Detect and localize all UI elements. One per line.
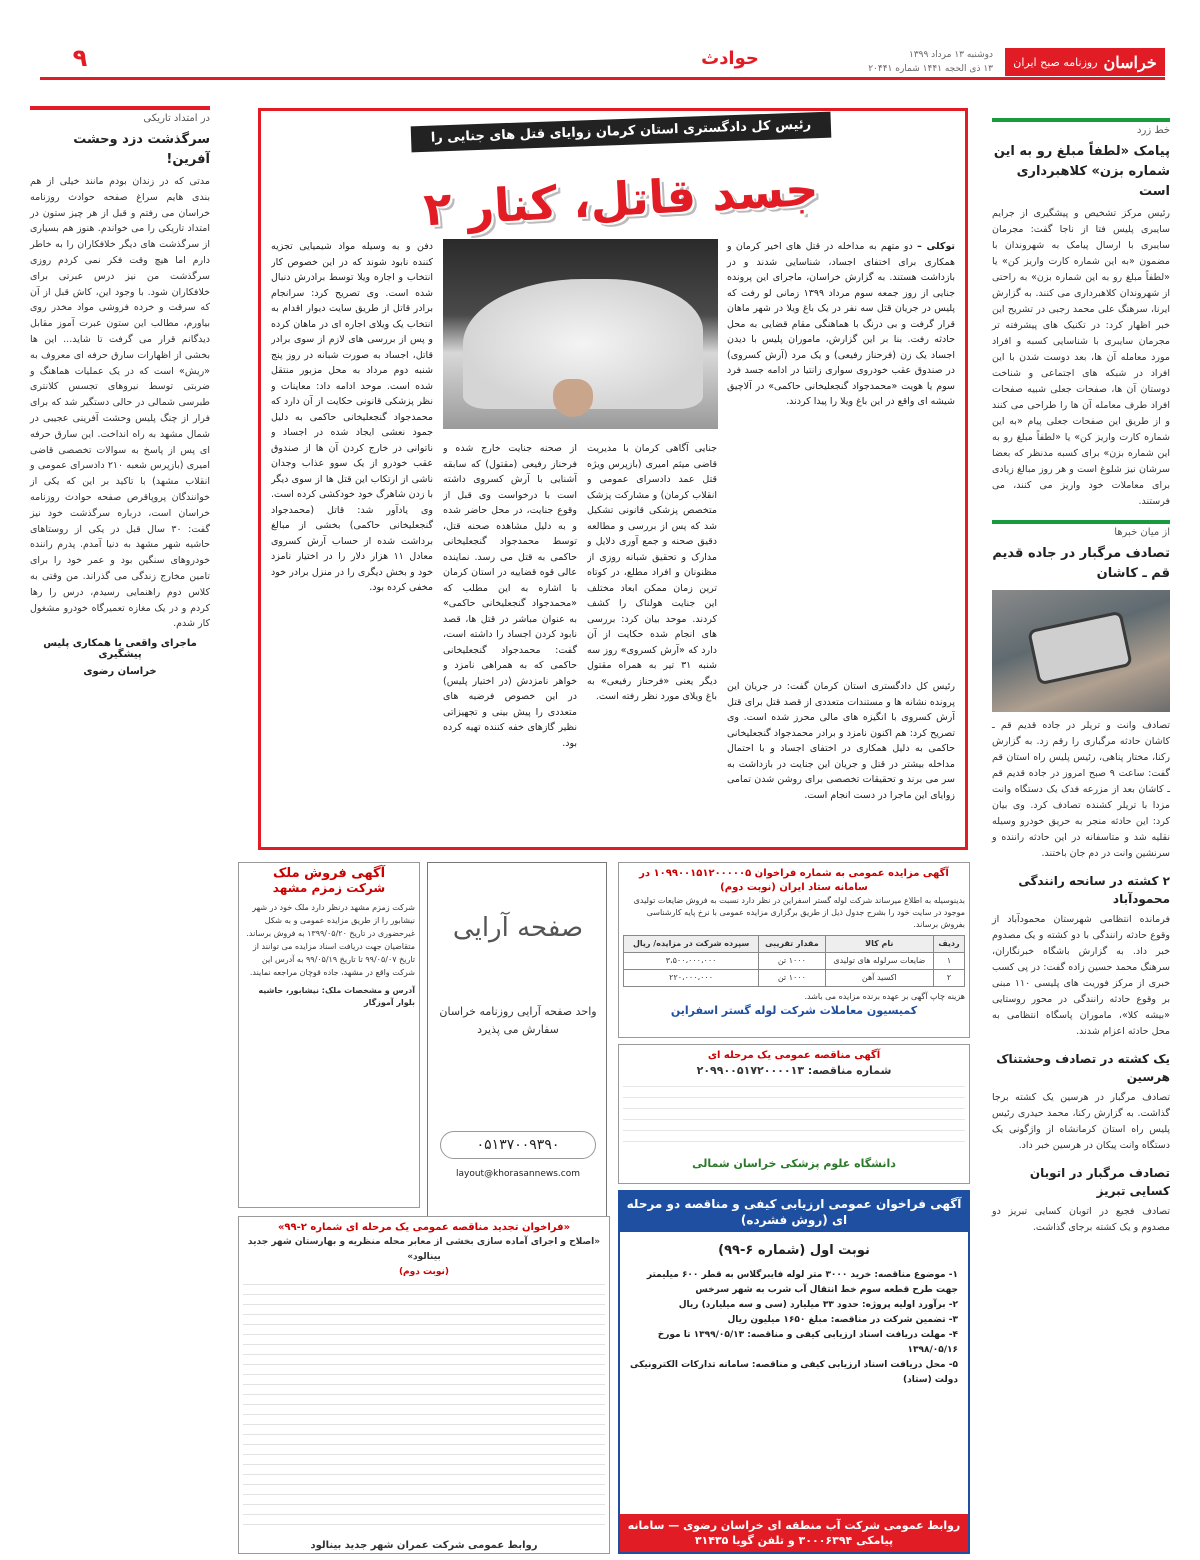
news-body-qom-crash: تصادف وانت و تریلر در جاده قدیم قم ـ کاشان حادثه مرگباری را رقم زد. به گزارش رکنا، مختار پناهی، رئیس پلیس راه استان قم گفت: ساعت ۹ صبح امروز در جاده قدیم قم ـ کاشان بعد از مزرعه فدک یک دستگاه وانت مزدا با تریلر کشنده تصادف کرد. وی بیان کرد: این حادثه منجر به حریق خودرو وسیله نقلیه شد و متاسفانه در این حادثه راننده و سرنشین وانت در دم جان باختند. xyxy=(992,720,1171,859)
ad-layout-email[interactable]: layout@khorasannews.com xyxy=(455,1169,580,1179)
story-dateline: توکلی – xyxy=(917,241,955,252)
news-headline-tabriz[interactable]: تصادف مرگبار در اتوبان کسایی تبریز xyxy=(1029,1166,1170,1198)
ad-layout-title: صفحه آرایی xyxy=(452,913,584,943)
table-cell: ضایعات سرلوله های تولیدی xyxy=(825,953,933,970)
table-cell: ۲ xyxy=(934,970,965,987)
news-headline-qom-crash[interactable]: تصادف مرگبار در جاده قدیم قم ـ کاشان xyxy=(992,546,1170,581)
ad-tender-subtitle: شماره مناقصه: ۲۰۹۹۰۰۵۱۷۲۰۰۰۰۱۳ xyxy=(696,1064,892,1077)
news-headline-sms-scam[interactable]: پیامک «لطفاً مبلغ رو به این شماره بزن» کلاهبرداری است xyxy=(993,144,1170,199)
table-row xyxy=(624,970,965,987)
story-lead: دو متهم به مداخله در قتل های اخیر کرمان و همکاری برای اختفای اجساد، شناسایی شدند و در بازداشت هستند. به گزارش خراسان، ماجرای این پرونده جنایی از روز جمعه سوم مرداد ۱۳۹۹ زمانی لو رفت که پلیس در جریان قتل سه نفر در یک باغ ویلا در شهر ماهان قرار گرفت و بی درنگ با هماهنگی مقام قضایی به محل حادثه رفت. بنا بر این گزارش، ماموران پلیس با دیدن اجساد یک زن (فرحناز رفیعی) و یک مرد (آرش کسروی) در صندوق عقب خودروی سواری زانتیا در ادامه جسد فرد سوم یا هویت «محمدجواد گنجعلیخانی حاکمی» در آلاچیق شیشه ای واقع در این باغ ویلا را پیدا کردند. xyxy=(727,241,955,407)
brand-logo[interactable] xyxy=(1005,48,1165,76)
page-header xyxy=(40,40,1165,80)
story-headline-thief[interactable]: سرگذشت دزد وحشت آفرین! xyxy=(73,132,210,167)
ad-property-title: آگهی فروش ملک xyxy=(272,866,386,881)
ad-auction[interactable] xyxy=(618,862,970,1038)
ad-auction-table xyxy=(623,935,965,987)
section-title: حوادث xyxy=(701,48,759,69)
ad-municipal-round: (نوبت دوم) xyxy=(398,1267,450,1277)
ad-property-body: شرکت زمزم مشهد درنظر دارد ملک خود در شهر نیشابور را از طریق مزایده عمومی و به شکل غیرحضوری در تاریخ ۱۳۹۹/۰۵/۲۰ به فروش برساند. متقاضیان جهت دریافت اسناد مزایده می توانند از تاریخ ۹۹/۰۵/۰۷ تا تاریخ ۹۹/۰۵/۱۹ به آدرس این شرکت واقع در مشهد، جاده قوچان مراجعه نمایند. xyxy=(246,903,415,977)
column-label-briefs: از میان خبرها xyxy=(992,520,1170,538)
column-label-yellow-line: خط زرد xyxy=(992,118,1170,136)
issue-date-line1: دوشنبه ۱۳ مرداد ۱۳۹۹ xyxy=(908,50,993,60)
ad-tender-university[interactable] xyxy=(618,1044,970,1184)
story-headline[interactable]: جسد قاتل، کنار ۲ xyxy=(422,161,820,237)
ad-auction-title: آگهی مزایده عمومی به شماره فراخوان ۱۰۹۹۰۰۱۵۱۲۰۰۰۰۰۵ در سامانه ستاد ایران (نوبت دوم) xyxy=(639,868,949,893)
story-body-thief: مدتی که در زندان بودم مانند خیلی از هم بندی هایم سراغ صفحه حوادث روزنامه خراسان می رفتم و قبل از هر چیز ستون در امتداد تاریکی را می خواندم. هنوز هم بسیاری از سرگذشت های دیگر خلافکاران را به خاطر دارم اما هیچ وقت فکر نمی کردم روزی سرگذشت من نیز درس عبرتی برای خلافکاران شود. با وجود این، کاش قبل از آن که سرقت و خرده فروشی مواد مخدر روی بیاورم، مطالب این ستون عبرت آموز مقابل دیدگانم قرار می گرفت تا شاید... این ها بخشی از اظهارات سارق حرفه ای معروف به «ریش» است که در یک عملیات هماهنگ و ضربتی توسط نیروهای تجسس کلانتری طبرسی شمالی در حالی دستگیر شد که برای فرار از چنگ پلیس وحشت آفرینی عجیبی در شمال مشهد به راه انداخت. این سارق حرفه ای پس از پاسخ به سوالات تخصصی قاضی امیری (بازپرس شعبه ۲۱۰ دادسرای عمومی و انقلاب مشهد) با تاکید بر این که یکی از خوانندگان پروپاقرص صفحه حوادث روزنامه خراسان است، درباره سرگذشت خود نیز گفت: ۳۰ سال قبل در یکی از روستاهای حاشیه شهر مشهد به دنیا آمدم. پدرم راننده خودروهای سنگین بود و عمر خود را برای تامین مخارج زندگی می گذراند. من وقتی به کلاس دوم راهنمایی رسیدم، درس را رها کردم و در یک مغازه تعمیرگاه خودرو مشغول کار شدم. xyxy=(30,176,210,630)
ad-water-items xyxy=(620,1262,968,1394)
brand-logo-text: خراسان xyxy=(1103,52,1157,72)
list-item: ۴- مهلت دریافت اسناد ارزیابی کیفی و مناقصه: ۱۳۹۹/۰۵/۱۳ تا مورخ ۱۳۹۸/۰۵/۱۶ xyxy=(657,1330,958,1355)
table-cell: ۱۰۰۰ تن xyxy=(759,970,825,987)
news-headline-harsin[interactable]: یک کشته در تصادف وحشتناک هرسین xyxy=(996,1052,1170,1084)
story-kicker: رئیس کل دادگستری استان کرمان زوایای قتل های جنایی را تشریح کرد xyxy=(411,112,832,153)
ad-layout-desc: واحد صفحه آرایی روزنامه خراسان سفارش می پذیرد xyxy=(439,1005,597,1036)
list-item: ۳- تضمین شرکت در مناقصه: مبلغ ۱۶۵۰ میلیون ریال xyxy=(727,1315,958,1325)
news-body-sms-scam: رئیس مرکز تشخیص و پیشگیری از جرایم سایبری پلیس فتا از ناجا گفت: مجرمان سایبری با ارسال پیامک به شهروندان با مضمون «به این شماره کارت واریز کن» یا «لطفاً مبلغ رو به این شماره بزن» به راحتی از شهروندان کلاهبرداری می کنند. به گزارش ایرنا، سرهنگ علی محمد رجبی در تشریح این خبر اظهار کرد: در تکنیک های پیشرفته تر مجرمان سایبری با شناسایی کسبه و افراد مورد معامله آن ها، بعد دوست شدن با این افراد در شبکه های اجتماعی و شناخت دوستان آن ها، صفحات جعلی شبیه صفحات افراد طرف معامله آن ها را طراحی می کنند و از طریق این صفحات جعلی پیام «به این شماره کارت واریز کن» یا «لطفاً مبلغ رو به این شماره بزن» برای کسبه مدنظر که بعضا سرشان نیز شلوغ است و هر روز مبالغ زیادی برای معاملات خود واریز می کنند، می فرستند. xyxy=(992,208,1170,507)
news-headline-mahmudabad[interactable]: ۲ کشته در سانحه رانندگی محمودآباد xyxy=(1018,874,1170,906)
story-column-3: از صحنه جنایت خارج شده و فرحناز رفیعی (مقتول) که سابقه آشنایی با آرش کسروی داشته است با درخواست وی قبل از وقوع جنایت، در محل حاضر شده و به دلیل مشاهده صحنه قتل، توسط محمدجواد گنجعلیخانی حاکمی به قتل می رسد. نماینده عالی قوه قضاییه در استان کرمان با اشاره به این مطلب که «محمدجواد گنجعلیخانی حاکمی» به عنوان مباشر در قتل ها، قصد نابود کردن اجساد را داشته است، گفت: محمدجواد گنجعلیخانی حاکمی که به همراهی نامزد و خواهر نامزدش (در اختیار پلیس) در این خصوص فرضیه های متعددی را پیش بینی و تجهیزاتی نظیر گازهای خفه کننده تهیه کرده بود. xyxy=(443,443,577,749)
brand-tagline: روزنامه صبح ایران xyxy=(1013,55,1098,69)
main-story xyxy=(258,108,968,850)
crash-photo xyxy=(992,590,1170,712)
table-header: سپرده شرکت در مزایده/ ریال xyxy=(624,936,759,953)
list-item: ۲- برآورد اولیه پروژه: حدود ۳۳ میلیارد (سی و سه میلیارد) ریال xyxy=(678,1300,958,1310)
ad-tender-title: آگهی مناقصه عمومی یک مرحله ای xyxy=(707,1050,881,1061)
table-header: نام کالا xyxy=(825,936,933,953)
ad-property-subtitle: شرکت زمزم مشهد xyxy=(272,881,386,895)
ad-municipal-subtitle: «اصلاح و اجرای آماده سازی بخشی از معابر محله منظریه و بهارستان شهر جدید بینالود» xyxy=(247,1237,601,1262)
ad-layout-service[interactable] xyxy=(427,862,607,1220)
ad-water-company[interactable] xyxy=(618,1190,970,1554)
news-body-mahmudabad: فرمانده انتظامی شهرستان محمودآباد از وقوع حادثه رانندگی با دو کشته و یک مصدوم خبر داد. به گزارش باشگاه خبرنگاران، سرهنگ محمد حسین زاده گفت: در پی کسب خبری از مرکز فوریت های پلیسی ۱۱۰ مبنی بر وقوع حادثه رانندگی در محور روستایی «بیشه کلا»، ماموران پاسگاه انتظامی به محل حادثه اعزام شدند. xyxy=(992,914,1170,1037)
story-column-5: رئیس کل دادگستری استان کرمان گفت: در جریان این پرونده نشانه ها و مستندات متعددی از قصد قتل برای قتل آرش کسروی با انگیزه های مالی محرز شده است. وی تصریح کرد: هم اکنون نامزد و برادر محمدجواد گنجعلیخانی حاکمی به دلیل همکاری در اختفای اجساد و با احتمال مداخله بیشتر در قتل و جریان این جنایت در بازداشت به سر می برند و تحقیقات تخصصی برای روشن شدن تمامی زوایای این ماجرا در دست انجام است. xyxy=(727,681,955,801)
ad-water-bar: آگهی فراخوان عمومی ارزیابی کیفی و مناقصه دو مرحله ای (روش فشرده) xyxy=(620,1192,968,1232)
ad-municipal[interactable] xyxy=(238,1216,610,1554)
issue-date xyxy=(868,48,993,76)
ad-auction-signer: کمیسیون معاملات شرکت لوله گستر اسفراین xyxy=(670,1004,918,1017)
issue-date-line2: ۱۳ ذی الحجه ۱۴۴۱ شماره ۲۰۴۴۱ xyxy=(868,64,993,74)
table-cell: ۲۲۰،۰۰۰،۰۰۰ xyxy=(624,970,759,987)
news-body-tabriz: تصادف فجیع در اتوبان کسایی تبریز دو مصدوم و یک کشته برجای گذاشت. xyxy=(992,1206,1170,1233)
table-cell: ۱ xyxy=(934,953,965,970)
column-label-darkness: در امتداد تاریکی xyxy=(30,106,210,124)
hand-shape xyxy=(553,379,593,417)
ad-tender-body-lines xyxy=(623,1082,965,1152)
signature-line1: ماجرای واقعی با همکاری پلیس پیشگیری xyxy=(43,638,197,661)
table-header: ردیف xyxy=(934,936,965,953)
story-photo xyxy=(443,239,718,429)
right-column xyxy=(992,118,1170,1236)
list-item: ۵- محل دریافت اسناد ارزیابی کیفی و مناقصه: سامانه تدارکات الکترونیکی دولت (ستاد) xyxy=(630,1360,958,1385)
signature-line2: خراسان رضوی xyxy=(83,666,157,678)
ad-layout-phone[interactable]: ۰۵۱۳۷۰۰۹۳۹۰ xyxy=(440,1131,596,1159)
ad-property-address: آدرس و مشخصات ملک: نیشابور، حاشیه بلوار آموزگار xyxy=(258,986,415,1007)
table-cell: ۱۰۰۰ تن xyxy=(759,953,825,970)
table-cell: ۳،۵۰۰،۰۰۰،۰۰۰ xyxy=(624,953,759,970)
story-column-4: دفن و به وسیله مواد شیمیایی تجزیه کننده نابود شوند که در این خصوص کار انتخاب و اجاره ویلا توسط برادرش دنبال شده است. وی تصریح کرد: سرانجام برادر قاتل از طریق سایت دیوار اقدام به انتخاب یک ویلای اجاره ای در ماهان کرده و پس از بررسی های لازم از سوی برادر قاتل، اجساد به صورت شبانه در روز پنج شنبه دوم مرداد به محل مزبور منتقل شده است. موحد ادامه داد: معاینات و نظر پزشکی قانونی حکایت از آن دارد که محمدجواد گنجعلیخانی حاکمی به دلیل جمود نعشی ایجاد شده در اجساد و ناتوانی در خارج کردن آن ها از صندوق عقب خودرو از یک سوو عذاب وجدان ناشی از ارتکاب این قتل ها از سوی دیگر با زدن شاهرگ خود خودکشی کرده است. وی یادآور شد: قاتل (محمدجواد گنجعلیخانی حاکمی) بخشی از مبالغ برداشت شده از حساب آرش کسروی معادل ۱۱ هزار دلار را در اختیار نامزد خود و بخش دیگری را در منزل برادر خود مخفی کرده بود. xyxy=(271,241,433,593)
story-lead-column xyxy=(727,239,955,410)
table-header: مقدار تقریبی xyxy=(759,936,825,953)
ad-municipal-title: «فراخوان تجدید مناقصه عمومی یک مرحله ای شماره ۲-۹۹» xyxy=(277,1222,571,1233)
ad-property[interactable] xyxy=(238,862,420,1208)
ad-tender-signer: دانشگاه علوم پزشکی خراسان شمالی xyxy=(692,1157,896,1170)
ad-municipal-body-lines xyxy=(243,1284,605,1534)
left-column xyxy=(30,106,210,677)
table-row xyxy=(624,953,965,970)
news-body-harsin: تصادف مرگبار در هرسین یک کشته برجا گذاشت. به گزارش رکنا، محمد حیدری رئیس پلیس راه استان کرمانشاه از واژگونی یک دستگاه وانت پیکان در هرسین خبر داد. xyxy=(992,1092,1170,1151)
ad-water-footer: روابط عمومی شرکت آب منطقه ای خراسان رضوی — سامانه پیامکی ۳۰۰۰۶۳۹۴ و تلفن گویا ۳۱۴۳۵ xyxy=(620,1514,968,1552)
ad-auction-body: بدینوسیله به اطلاع میرساند شرکت لوله گستر اسفراین در نظر دارد نسبت به فروش ضایعات تولیدی موجود در سایت خود را بشرح جدول ذیل از طریق برگزاری مزایده عمومی با نرخ پایه کارشناسی بفروش برساند. xyxy=(633,896,965,929)
list-item: ۱- موضوع مناقصه: خرید ۳۰۰۰ متر لوله فایبرگلاس به قطر ۶۰۰ میلیمتر جهت طرح قطعه سوم خط انتقال آب شرب به شهر سرخس xyxy=(646,1270,958,1295)
ad-auction-note: هزینه چاپ آگهی بر عهده برنده مزایده می باشد. xyxy=(804,992,965,1001)
table-cell: اکسید آهن xyxy=(825,970,933,987)
ad-municipal-signer: روابط عمومی شرکت عمران شهر جدید بینالود xyxy=(310,1540,538,1551)
ad-water-round: نوبت اول (شماره ۶-۹۹) xyxy=(718,1243,870,1258)
page-number: ۹ xyxy=(72,44,88,72)
story-column-2: جنایی آگاهی کرمان با مدیریت قاضی میثم امیری (بازپرس ویژه قتل عمد دادسرای عمومی و انقلاب کرمان) و مشارکت پزشک متخصص پزشکی قانونی تشکیل شد که پس از بررسی و مطالعه دقیق صحنه و جمع آوری دلایل و مدارک و تحقیق شبانه روزی از مظنونان و افراد مطلع، در کوتاه ترین زمان ممکن ابعاد مختلف این جنایت هولناک را کشف کردند. موحد بیان کرد: بررسی های انجام شده حکایت از آن دارد که «آرش کسروی» روز سه شنبه ۳۱ تیر به همراه مقتول دیگر یعنی «فرحناز رفیعی» به باغ ویلای مورد نظر رفته است. xyxy=(587,443,717,702)
